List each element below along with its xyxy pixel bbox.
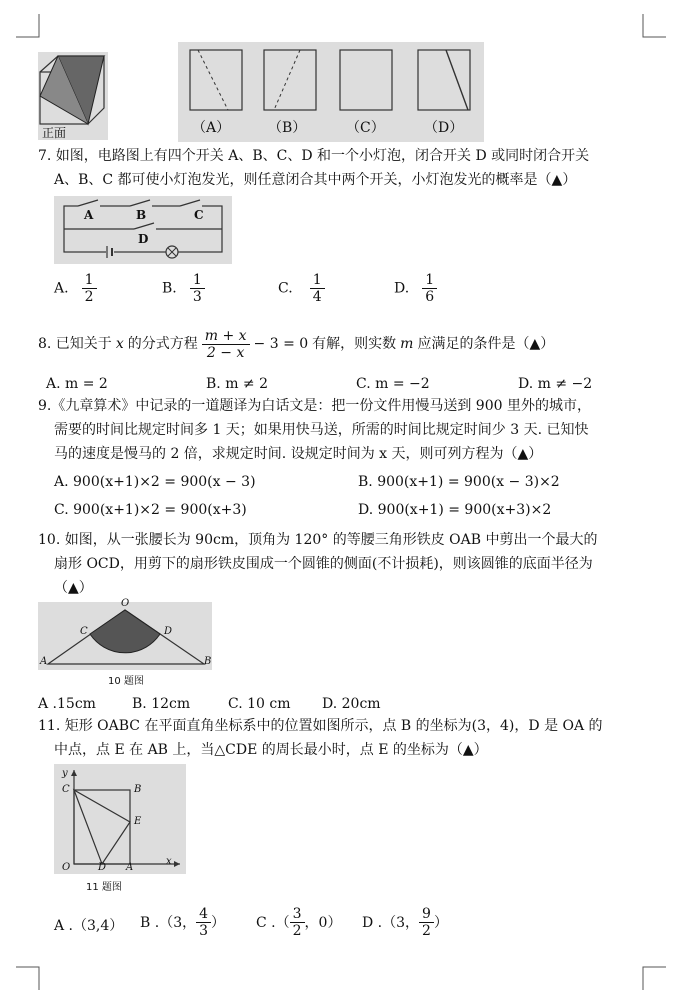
q11-line2: 中点，点 E 在 AB 上，当△CDE 的周长最小时，点 E 的坐标为（▲） [54, 742, 488, 758]
q11-choice-a: A .（3,4） [54, 918, 124, 934]
point-e-label: E [134, 816, 142, 827]
q11-choice-d: D .（3， $\frac{9}{2}$ ） [362, 906, 448, 939]
q7-line2: A、B、C 都可使小灯泡发光，则任意闭合其中两个开关，小灯泡发光的概率是（▲） [54, 172, 577, 188]
q10-choice-a: A .15cm [38, 696, 96, 712]
point-b-label: B [204, 656, 212, 667]
q9-choice-a: A. 900(x+1)×2 = 900(x − 3) [54, 474, 256, 490]
q10-figure-caption: 10 题图 [108, 676, 144, 687]
crop-mark-top-right [642, 14, 666, 38]
front-label: 正面 [42, 126, 67, 140]
q9-line3: 马的速度是慢马的 2 倍，求规定时间. 设规定时间为 x 天，则可列方程为（▲） [54, 446, 543, 462]
point-c-label: C [62, 784, 70, 795]
circuit-drawing [54, 196, 232, 264]
point-d-label: D [164, 626, 173, 637]
q10-line1: 10. 如图，从一张腰长为 90cm，顶角为 120° 的等腰三角形铁皮 OAB 中剪出一个最大的 [38, 532, 598, 548]
switch-b-label: B [136, 208, 147, 222]
axis-y-label: y [62, 768, 68, 779]
q10-choice-c: C. 10 cm [228, 696, 291, 712]
point-c-label: C [80, 626, 88, 637]
switch-a-label: A [84, 208, 94, 222]
crop-mark-top-left [16, 14, 40, 38]
q10-choice-b: B. 12cm [132, 696, 191, 712]
q8-choice-d: D. m ≠ −2 [518, 376, 593, 392]
option-b-label: （B） [268, 120, 307, 136]
q11-figure-caption: 11 题图 [86, 882, 122, 893]
axis-x-label: x [166, 856, 172, 867]
q10-line3: （▲） [54, 580, 93, 596]
switch-c-label: C [194, 208, 204, 222]
q8-choice-c: C. m = −2 [356, 376, 430, 392]
q7-choice-d: D. $\frac{1}{6}$ [394, 272, 437, 305]
q11-line1: 11. 矩形 OABC 在平面直角坐标系中的位置如图所示，点 B 的坐标为(3，4)，D 是 OA 的 [38, 718, 603, 734]
q9-line1: 9.《九章算术》中记录的一道题译为白话文是：把一份文件用慢马送到 900 里外的城市， [38, 398, 591, 414]
point-o-label: O [121, 598, 130, 609]
q11-choice-c: C .（ $\frac{3}{2}$ ，0） [256, 906, 342, 939]
view-options-figure [178, 42, 484, 142]
crop-mark-bottom-right [642, 966, 666, 990]
sector-figure [38, 598, 212, 670]
q9-choice-c: C. 900(x+1)×2 = 900(x+3) [54, 502, 247, 518]
point-d-label: D [98, 862, 107, 873]
circuit-figure [54, 196, 232, 264]
point-a-label: A [40, 656, 48, 667]
q7-choice-c: C. $\frac{1}{4}$ [278, 272, 325, 305]
point-o-label: O [62, 862, 71, 873]
q11-choice-b: B .（3， $\frac{4}{3}$ ） [140, 906, 226, 939]
point-b-label: B [134, 784, 142, 795]
q8-choice-a: A. m = 2 [46, 376, 108, 392]
sector-drawing [38, 602, 212, 670]
option-a-label: （A） [192, 120, 231, 136]
switch-d-label: D [138, 232, 149, 246]
option-d-label: （D） [424, 120, 464, 136]
q8-line: 8. 已知关于 x 的分式方程 $\frac{m + x}{2 - x}$ − 3 = 0 有解，则实数 m 应满足的条件是（▲） [38, 327, 555, 361]
q7-choice-b: B. $\frac{1}{3}$ [162, 272, 205, 305]
q7-line1: 7. 如图，电路图上有四个开关 A、B、C、D 和一个小灯泡，闭合开关 D 或同时闭合开关 [38, 148, 590, 164]
q10-line2: 扇形 OCD，用剪下的扇形铁皮围成一个圆锥的侧面(不计损耗)，则该圆锥的底面半径为 [54, 556, 593, 572]
q8-choice-b: B. m ≠ 2 [206, 376, 269, 392]
crop-mark-bottom-left [16, 966, 40, 990]
point-a-label: A [126, 862, 134, 873]
cube-figure [38, 52, 108, 140]
q9-choice-b: B. 900(x+1) = 900(x − 3)×2 [358, 474, 560, 490]
q9-line2: 需要的时间比规定时间多 1 天；如果用快马送，所需的时间比规定时间少 3 天. 已知快 [54, 422, 589, 438]
q10-choice-d: D. 20cm [322, 696, 381, 712]
q9-choice-d: D. 900(x+1) = 900(x+3)×2 [358, 502, 552, 518]
option-c-label: （C） [346, 120, 385, 136]
q7-choice-a: A. $\frac{1}{2}$ [54, 272, 97, 305]
coordinate-figure [54, 764, 186, 874]
